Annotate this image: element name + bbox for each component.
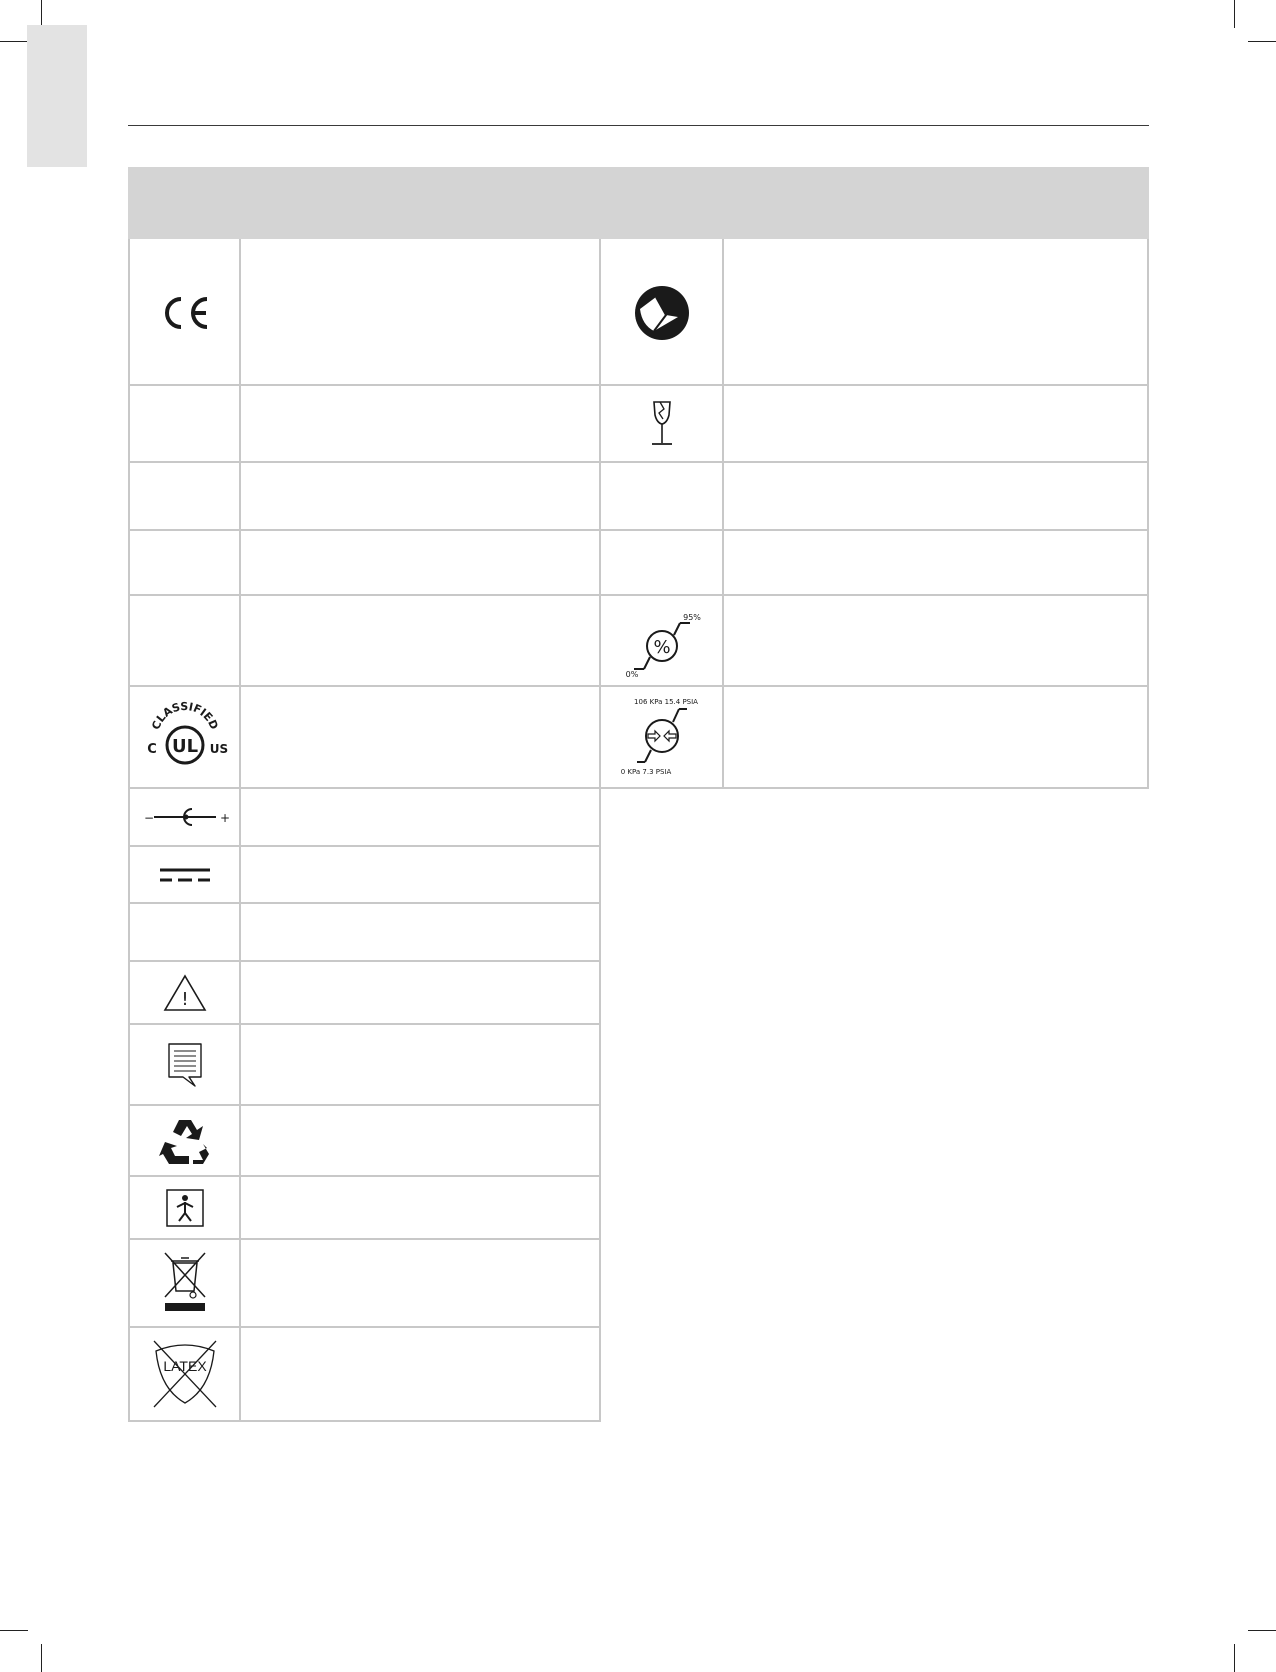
language-tab <box>27 25 87 167</box>
weee-cell <box>130 1240 239 1326</box>
svg-text:UL: UL <box>171 736 198 757</box>
table-border <box>722 239 724 788</box>
row-divider <box>128 787 1149 789</box>
latex-free-icon <box>148 1337 222 1411</box>
warning-cell <box>130 962 239 1023</box>
svg-text:0%: 0% <box>625 669 638 679</box>
ul-classified-cell <box>130 687 239 787</box>
dc-polarity-cell <box>130 789 239 845</box>
table-border <box>1147 239 1149 788</box>
humidity-cell <box>601 596 722 685</box>
row-divider <box>128 529 1149 531</box>
atmospheric-pressure-icon <box>617 694 707 780</box>
svg-text:95%: 95% <box>682 612 701 622</box>
svg-text:−: − <box>143 811 154 825</box>
type-bf-cell <box>130 1177 239 1238</box>
direct-current-icon <box>158 865 212 885</box>
dc-polarity-icon <box>140 805 230 829</box>
recycle-icon <box>159 1116 211 1166</box>
row-divider <box>128 461 1149 463</box>
recycle-cell <box>130 1106 239 1175</box>
latex-free-cell <box>130 1328 239 1420</box>
header-rule <box>128 125 1149 126</box>
svg-text:%: % <box>652 636 671 658</box>
svg-text:CLASSIFIED: CLASSIFIED <box>148 699 221 732</box>
ul-classified-icon <box>140 697 230 777</box>
svg-text:0 KPa 7.3 PSIA: 0 KPa 7.3 PSIA <box>620 768 671 776</box>
svg-text:+: + <box>219 811 230 825</box>
fragile-cell <box>601 386 722 461</box>
svg-text:US: US <box>209 742 228 756</box>
instructions-icon <box>165 1041 205 1089</box>
type-bf-applied-part-icon <box>165 1188 205 1228</box>
crop-mark <box>1248 1630 1276 1631</box>
table-header-band <box>128 167 1149 239</box>
weee-crossed-bin-icon <box>163 1251 207 1315</box>
pressure-cell <box>601 687 722 787</box>
svg-text:LATEX: LATEX <box>162 1358 207 1374</box>
ce-mark-icon <box>155 293 215 333</box>
table-border <box>239 239 241 1422</box>
fragile-glass-icon <box>647 399 677 449</box>
crop-mark <box>1234 1644 1235 1672</box>
svg-text:106 KPa 15.4 PSIA: 106 KPa 15.4 PSIA <box>633 698 698 706</box>
warning-triangle-icon <box>163 974 207 1012</box>
crop-mark <box>1234 0 1235 28</box>
humidity-limitation-icon <box>620 601 704 681</box>
svg-text:!: ! <box>180 988 189 1010</box>
sunlight-cell <box>601 241 722 384</box>
row-divider <box>128 1420 601 1422</box>
keep-away-from-sunlight-icon <box>632 283 692 343</box>
crop-mark <box>0 1630 28 1631</box>
ce-mark-cell <box>130 241 239 384</box>
direct-current-cell <box>130 847 239 902</box>
instructions-cell <box>130 1025 239 1104</box>
crop-mark <box>41 1644 42 1672</box>
crop-mark <box>41 0 42 28</box>
crop-mark <box>1248 41 1276 42</box>
svg-text:C: C <box>146 742 157 757</box>
crop-mark <box>0 41 28 42</box>
row-divider <box>128 902 601 904</box>
